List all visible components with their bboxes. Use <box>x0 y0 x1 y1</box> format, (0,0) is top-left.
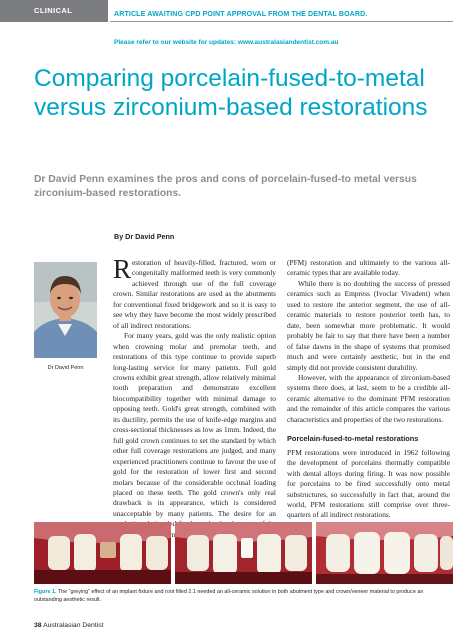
article-standfirst: Dr David Penn examines the pros and cons of porcelain-fused-to metal versus zirconium-based restorations. <box>34 174 417 199</box>
header-rule <box>110 21 453 22</box>
byline: By Dr David Penn <box>114 232 175 241</box>
paragraph: However, with the appearance of zirconium-based systems there does, at last, seem to be a credible all-ceramic alternative to the dominant PFM restoration and the remainder of this article compares the various characteristics and properties of the two restorations. <box>287 372 450 424</box>
paragraph: While there is no doubting the success of pressed ceramics such as Empress (Ivoclar Vivadent) when used to restore the anterior segment, the use of all-ceramic materials to restore posterior teeth has, to date, been somewhat more problematic. It would probably be fair to say that there have been a number of false dawns in the shape of systems that promised much and were certainly aesthetic, but in the end simply did not provide consistent durability. <box>287 278 450 372</box>
teeth-photo-1 <box>34 522 171 584</box>
drop-cap: R <box>113 254 132 284</box>
author-photo <box>34 262 97 358</box>
figure-image-before <box>34 522 171 620</box>
cpd-notice: ARTICLE AWAITING CPD POINT APPROVAL FROM THE DENTAL BOARD. <box>114 10 368 18</box>
article-title: Comparing porcelain-fused-to-metal versus zirconium-based restorations <box>34 65 428 121</box>
figure-caption <box>34 588 444 604</box>
page-footer <box>34 622 104 629</box>
article-column-1 <box>113 254 276 540</box>
figure-label: Figure 1. <box>34 589 57 595</box>
paragraph: (PFM) restoration and ultimately to the various all-ceramic types that are available today. <box>287 258 450 278</box>
author-photo-caption: Dr David Penn <box>47 365 84 371</box>
teeth-photo-2 <box>175 522 312 584</box>
section-label: CLINICAL <box>34 6 73 15</box>
page-number: 38 <box>34 622 42 629</box>
author-portrait <box>34 262 97 358</box>
paragraph: PFM restorations were introduced in 1962 following the development of porcelains thermally compatible with dental alloys during firing. It was now possible for porcelains to be fired successfully onto metal substructures, so successfully in fact that, around the world, PFM restorations still comprise over three-quarters of all indirect restorations. <box>287 447 450 520</box>
figure-image-after <box>316 522 453 620</box>
paragraph: For many years, gold was the only realistic option when crowning molar and premolar teeth, and restorations of this type continue to provide superb long-lasting service for many patients. Full gold crowns exhibit great strength, allow relatively minimal tooth preparation and demonstrate excellent biocompatibility together with minimal damage to opposing teeth. Gold's great strength, combined with its ductility, permits the use of knife-edge margins and cross-sectional thicknesses as low as 1mm. Indeed, the full gold crown continues to set the standard by which other full coverage restorations are judged, and many experienced practitioners continue to favour the use of gold for the restoration of lower first and second molars because of the considerable occlusal loading placed on these teeth. The gold crown's only real drawback is its appearance, which is considered unacceptable by many patients. The desire for an led <box>113 331 276 529</box>
website-notice: Please refer to our website for updates: www.australasiandentist.com.au <box>114 39 339 46</box>
article-column-2 <box>287 258 450 521</box>
figure-image-abutment <box>175 522 312 620</box>
section-subhead: Porcelain-fused-to-metal restorations <box>287 434 419 444</box>
publication-name: Australasian Dentist <box>43 622 104 629</box>
paragraph: Restoration of heavily-filled, fractured, worn or congenitally malformed teeth is very commonly achieved through use of the full coverage crown. Similar restorations are used as the abutments for conventional fixed bridgework and so it is easy to see why they have become the most widely prescribed of all indirect restorations. <box>113 254 276 330</box>
figure-caption-text: The “greying” effect of an implant fixture and root filled 2.1 needed an all-ceramic solution in both abutment type and crown/veneer material to produce an outstanding aesthetic result. <box>34 589 424 603</box>
teeth-photo-3 <box>316 522 453 584</box>
